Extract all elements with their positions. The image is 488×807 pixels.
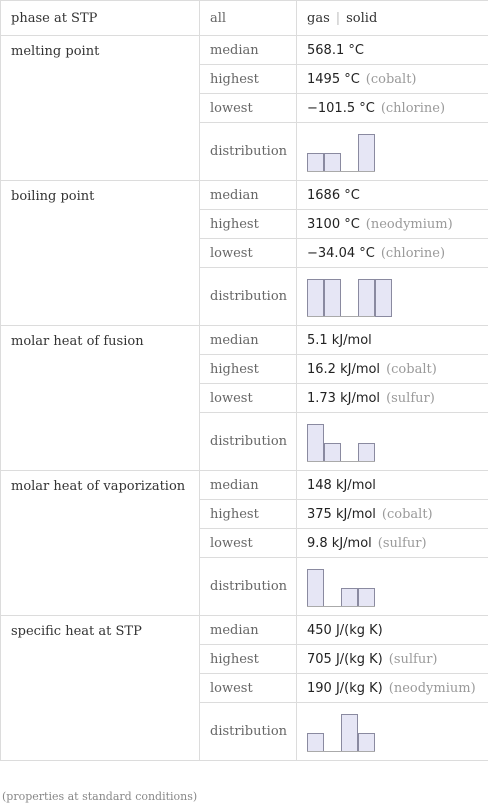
histogram-axis <box>307 606 375 607</box>
stat-label-median: median <box>200 616 297 645</box>
phase-solid: solid <box>346 10 378 26</box>
stat-value-median <box>297 616 488 645</box>
footer-note: (properties at standard conditions) <box>2 790 198 803</box>
stat-label-distribution: distribution <box>200 123 297 181</box>
histogram-bar <box>358 279 375 317</box>
stat-label-lowest: lowest <box>200 529 297 558</box>
property-name: melting point <box>1 36 200 181</box>
stat-label-distribution: distribution <box>200 413 297 471</box>
value-note: (chlorine) <box>380 100 446 116</box>
distribution-histogram <box>307 132 377 172</box>
histogram-bar <box>307 153 324 172</box>
value-text: 5.1 kJ/mol <box>307 332 372 348</box>
value-text: 16.2 kJ/mol <box>307 361 381 377</box>
stat-label-lowest: lowest <box>200 674 297 703</box>
value-note: (neodymium) <box>365 216 453 232</box>
value-note: (sulfur) <box>386 390 435 406</box>
stat-label-lowest: lowest <box>200 384 297 413</box>
stat-label-lowest: lowest <box>200 239 297 268</box>
value-text: 1.73 kJ/mol <box>307 390 381 406</box>
value-note: (neodymium) <box>388 680 476 696</box>
value-text: 450 J/(kg K) <box>307 622 383 638</box>
stat-label-distribution: distribution <box>200 558 297 616</box>
value-text: 1686 °C <box>307 187 360 203</box>
value-text: 705 J/(kg K) <box>307 651 383 667</box>
value-note: (cobalt) <box>365 71 417 87</box>
histogram-axis <box>307 171 375 172</box>
stat-value-highest <box>297 355 488 384</box>
stat-label-median: median <box>200 181 297 210</box>
stat-value-lowest <box>297 239 488 268</box>
value-text: 148 kJ/mol <box>307 477 376 493</box>
stat-value-highest <box>297 65 488 94</box>
stat-label-lowest: lowest <box>200 94 297 123</box>
header-row <box>1 1 488 36</box>
histogram-bar <box>358 134 375 172</box>
histogram-bar <box>358 443 375 462</box>
value-text: 1495 °C <box>307 71 360 87</box>
histogram-bar <box>358 588 375 607</box>
value-note: (sulfur) <box>388 651 438 667</box>
row-4-median <box>1 616 488 645</box>
value-note: (cobalt) <box>386 361 437 377</box>
property-name: molar heat of fusion <box>1 326 200 471</box>
distribution-cell <box>297 268 488 326</box>
stat-value-lowest <box>297 384 488 413</box>
phase-separator: | <box>335 10 341 26</box>
stat-label-highest: highest <box>200 65 297 94</box>
stat-label-distribution: distribution <box>200 268 297 326</box>
stat-label-median: median <box>200 326 297 355</box>
histogram-bar <box>341 588 358 607</box>
stat-value-highest <box>297 645 488 674</box>
distribution-histogram <box>307 567 377 607</box>
property-name: specific heat at STP <box>1 616 200 761</box>
histogram-bar <box>307 569 324 607</box>
histogram-axis <box>307 316 375 317</box>
histogram-axis <box>307 751 375 752</box>
stat-value-median <box>297 326 488 355</box>
histogram-bar <box>307 424 324 462</box>
distribution-cell <box>297 703 488 761</box>
value-text: 9.8 kJ/mol <box>307 535 372 551</box>
stat-label-distribution: distribution <box>200 703 297 761</box>
property-name: boiling point <box>1 181 200 326</box>
stat-value-lowest <box>297 674 488 703</box>
stat-value-highest <box>297 500 488 529</box>
row-0-median <box>1 36 488 65</box>
stat-value-median <box>297 36 488 65</box>
histogram-bar <box>324 153 341 172</box>
distribution-histogram <box>307 422 377 462</box>
header-phases <box>297 1 488 36</box>
row-2-median <box>1 326 488 355</box>
value-text: 375 kJ/mol <box>307 506 376 522</box>
distribution-cell <box>297 123 488 181</box>
phase-gas: gas <box>307 10 330 26</box>
histogram-bar <box>324 443 341 462</box>
stat-label-highest: highest <box>200 210 297 239</box>
value-note: (chlorine) <box>380 245 446 261</box>
stat-value-highest <box>297 210 488 239</box>
histogram-bar <box>358 733 375 752</box>
histogram-axis <box>307 461 375 462</box>
property-name: molar heat of vaporization <box>1 471 200 616</box>
distribution-cell <box>297 558 488 616</box>
stat-label-highest: highest <box>200 500 297 529</box>
value-text: −101.5 °C <box>307 100 375 116</box>
stat-label-highest: highest <box>200 355 297 384</box>
stat-value-lowest <box>297 94 488 123</box>
histogram-bar <box>307 279 324 317</box>
distribution-histogram <box>307 712 377 752</box>
distribution-cell <box>297 413 488 471</box>
header-phase-label: phase at STP <box>1 1 200 36</box>
histogram-bar <box>341 714 358 752</box>
value-text: 3100 °C <box>307 216 360 232</box>
histogram-bar <box>375 279 392 317</box>
row-3-median <box>1 471 488 500</box>
histogram-bar <box>307 733 324 752</box>
histogram-bar <box>324 279 341 317</box>
row-1-median <box>1 181 488 210</box>
stat-label-highest: highest <box>200 645 297 674</box>
stat-label-median: median <box>200 471 297 500</box>
value-text: 190 J/(kg K) <box>307 680 383 696</box>
stat-value-median <box>297 181 488 210</box>
stat-label-median: median <box>200 36 297 65</box>
value-note: (sulfur) <box>377 535 427 551</box>
stat-value-median <box>297 471 488 500</box>
distribution-histogram <box>307 277 377 317</box>
value-text: 568.1 °C <box>307 42 364 58</box>
value-note: (cobalt) <box>381 506 433 522</box>
stat-value-lowest <box>297 529 488 558</box>
value-text: −34.04 °C <box>307 245 375 261</box>
header-all: all <box>200 1 297 36</box>
